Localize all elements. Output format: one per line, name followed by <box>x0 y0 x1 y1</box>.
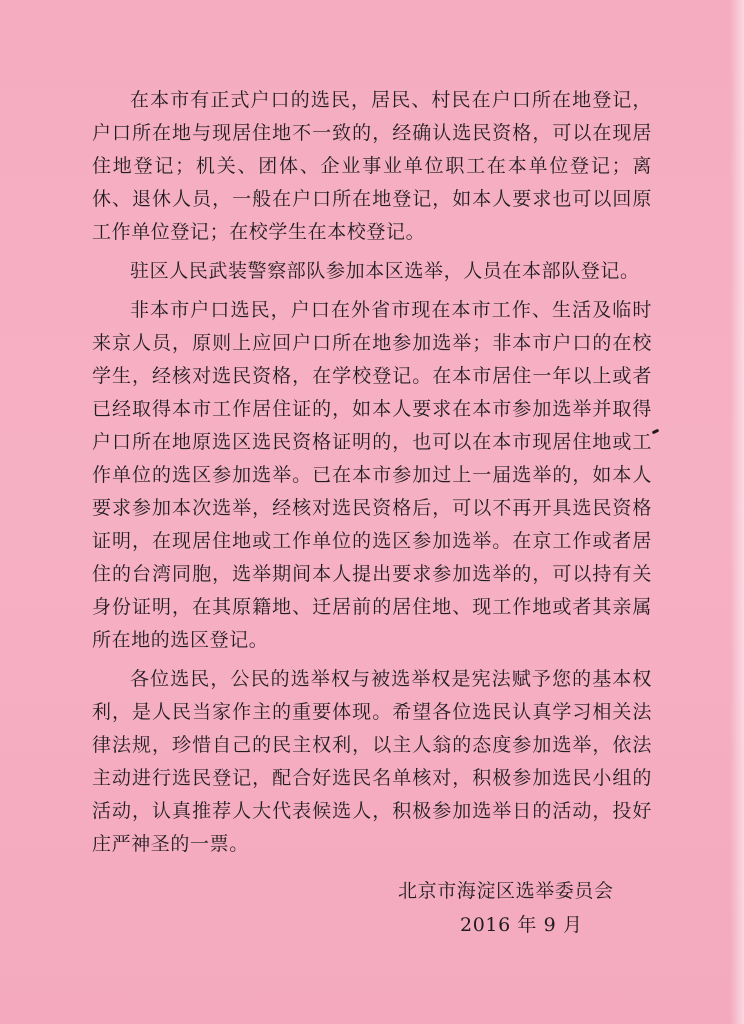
paragraph-armed-police: 驻区人民武装警察部队参加本区选举，人员在本部队登记。 <box>130 260 640 282</box>
paper-edge <box>730 0 744 1024</box>
signature-organization: 北京市海淀区选举委员会 <box>398 880 614 902</box>
signature-block <box>398 874 614 942</box>
paragraph-appeal: 各位选民，公民的选举权与被选举权是宪法赋予您的基本权利，是人民当家作主的重要体现。希望各位选民认真学习相关法律法规，珍惜自己的民主权利，以主人翁的态度参加选举，依法主动进行选民登记，配合好选民名单核对，积极参加选民小组的活动，认真推荐人大代表候选人，积极参加选举日的活动，投好庄严神圣的一票。 <box>92 668 652 855</box>
signature-date: 2016 年 9 月 <box>460 914 583 936</box>
paragraph-registration-residents: 在本市有正式户口的选民，居民、村民在户口所在地登记，户口所在地与现居住地不一致的，经确认选民资格，可以在现居住地登记；机关、团体、企业事业单位职工在本单位登记；离休、退休人员，一般在户口所在地登记，如本人要求也可以回原工作单位登记；在校学生在本校登记。 <box>92 89 652 243</box>
ink-mark <box>652 429 660 435</box>
paragraph-non-local-voters: 非本市户口选民，户口在外省市现在本市工作、生活及临时来京人员，原则上应回户口所在地参加选举；非本市户口的在校学生，经核对选民资格，在学校登记。在本市居住一年以上或者已经取得本市工作居住证的，如本人要求在本市参加选举并取得户口所在地原选区选民资格证明的，也可以在本市现居住地或工作单位的选区参加选举。已在本市参加过上一届选举的，如本人要求参加本次选举，经核对选民资格后，可以不再开具选民资格证明，在现居住地或工作单位的选区参加选举。在京工作或者居住的台湾同胞，选举期间本人提出要求参加选举的，可以持有关身份证明，在其原籍地、迁居前的居住地、现工作地或者其亲属所在地的选区登记。 <box>92 299 652 651</box>
document-body <box>92 84 652 867</box>
